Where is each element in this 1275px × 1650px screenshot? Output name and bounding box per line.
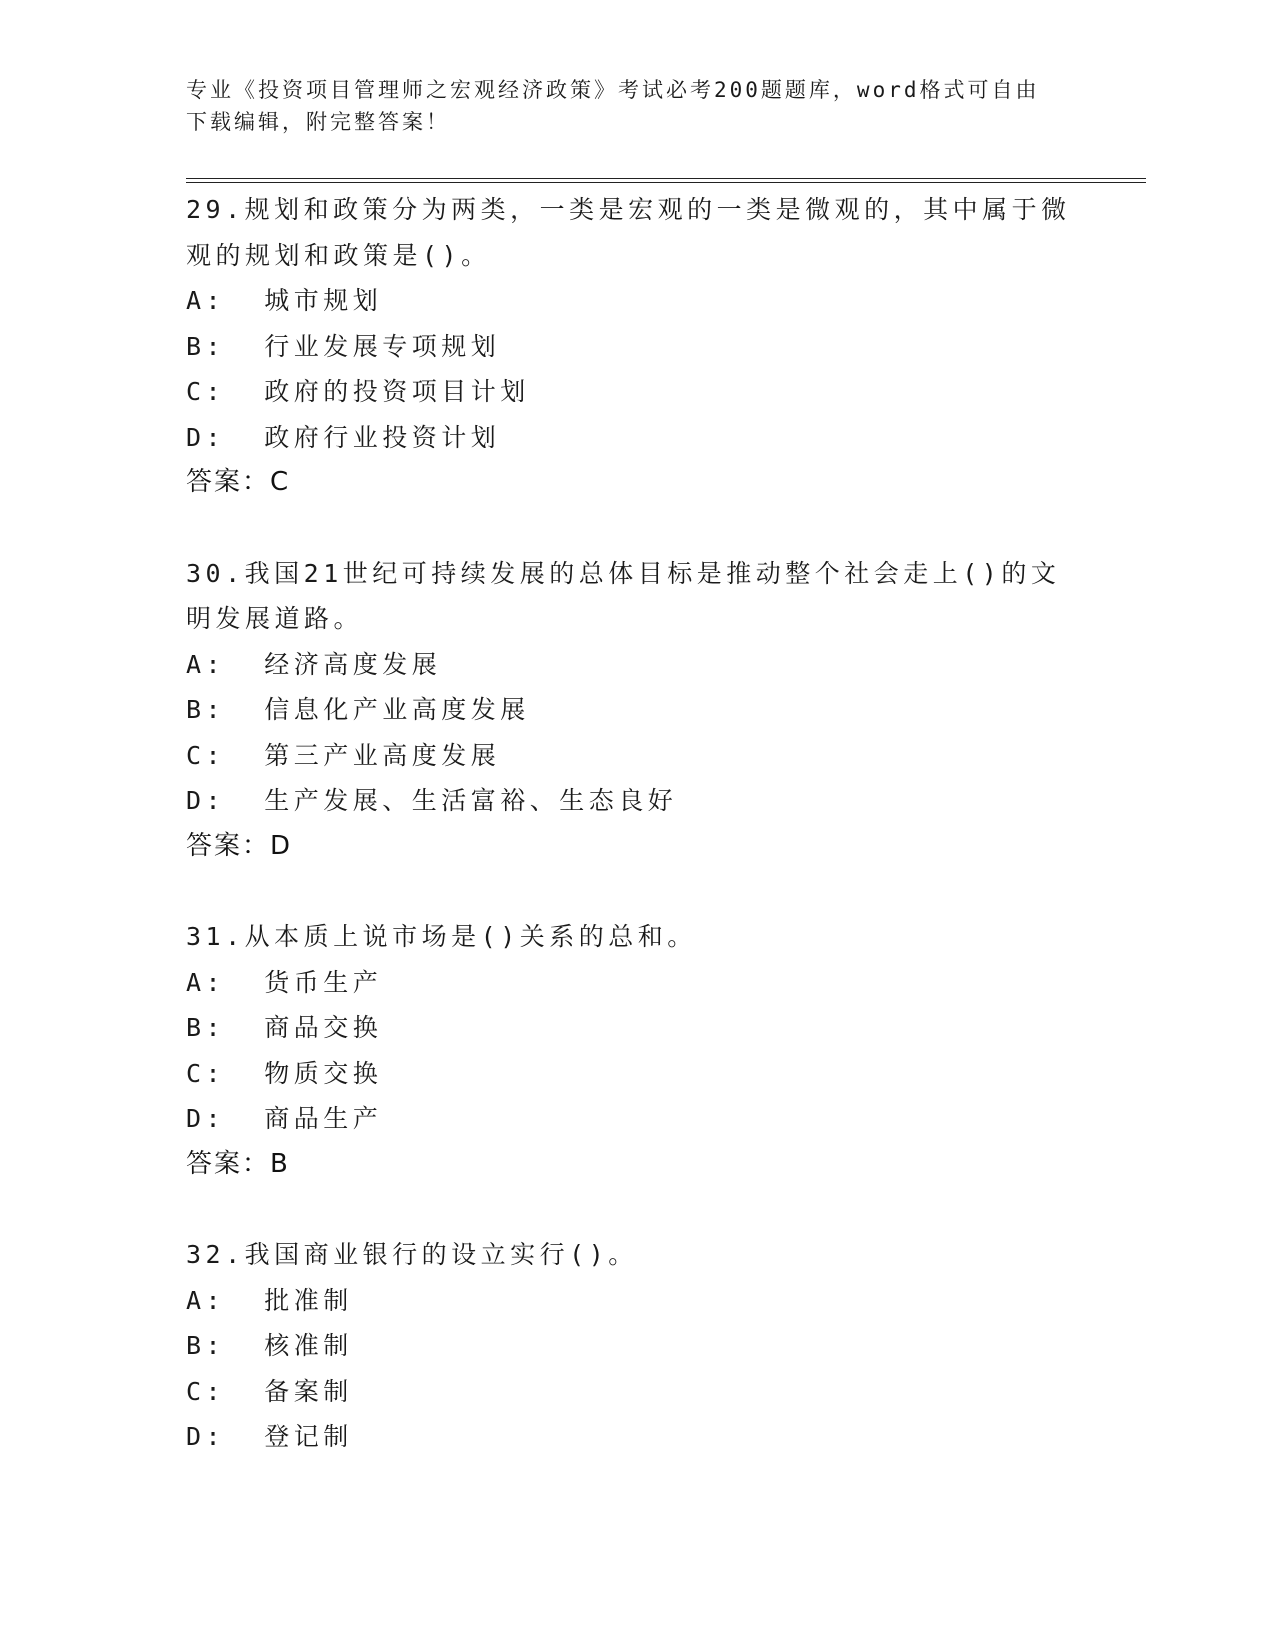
question-stem: 31.从本质上说市场是()关系的总和。 — [186, 922, 697, 951]
option-d: D: 登记制 — [186, 1422, 353, 1451]
option-b: B: 信息化产业高度发展 — [186, 695, 530, 724]
answer-line: 答案：B — [186, 1148, 290, 1179]
option-c: C: 物质交换 — [186, 1058, 383, 1088]
question-item — [186, 914, 1086, 1187]
question-item — [186, 1232, 1086, 1460]
document-intro: 专业《投资项目管理师之宏观经济政策》考试必考200题题库，word格式可自由 下载编辑，附完整答案！ — [186, 78, 1040, 134]
option-c: C: 备案制 — [186, 1376, 353, 1406]
option-d: D: 政府行业投资计划 — [186, 422, 501, 452]
question-item — [186, 551, 1086, 870]
option-a: A: 城市规划 — [186, 286, 383, 315]
option-d: D: 商品生产 — [186, 1104, 383, 1133]
option-c: C: 第三产业高度发展 — [186, 740, 501, 770]
option-a: A: 经济高度发展 — [186, 649, 442, 679]
question-stem: 29.规划和政策分为两类，一类是宏观的一类是微观的，其中属于微观的规划和政策是()。 — [186, 195, 1071, 270]
question-stem: 32.我国商业银行的设立实行()。 — [186, 1240, 638, 1269]
option-a: A: 货币生产 — [186, 967, 383, 997]
answer-line: 答案：C — [186, 467, 291, 497]
document-page — [186, 0, 1146, 1650]
option-a: A: 批准制 — [186, 1285, 353, 1315]
question-item — [186, 187, 1086, 506]
question-stem: 30.我国21世纪可持续发展的总体目标是推动整个社会走上()的文明发展道路。 — [186, 558, 1061, 633]
option-b: B: 商品交换 — [186, 1013, 383, 1042]
answer-line: 答案：D — [186, 830, 293, 861]
question-list — [186, 187, 1086, 1505]
option-d: D: 生产发展、生活富裕、生态良好 — [186, 786, 678, 815]
option-b: B: 核准制 — [186, 1331, 353, 1360]
option-c: C: 政府的投资项目计划 — [186, 377, 530, 406]
option-b: B: 行业发展专项规划 — [186, 331, 501, 361]
header-divider — [186, 178, 1146, 183]
